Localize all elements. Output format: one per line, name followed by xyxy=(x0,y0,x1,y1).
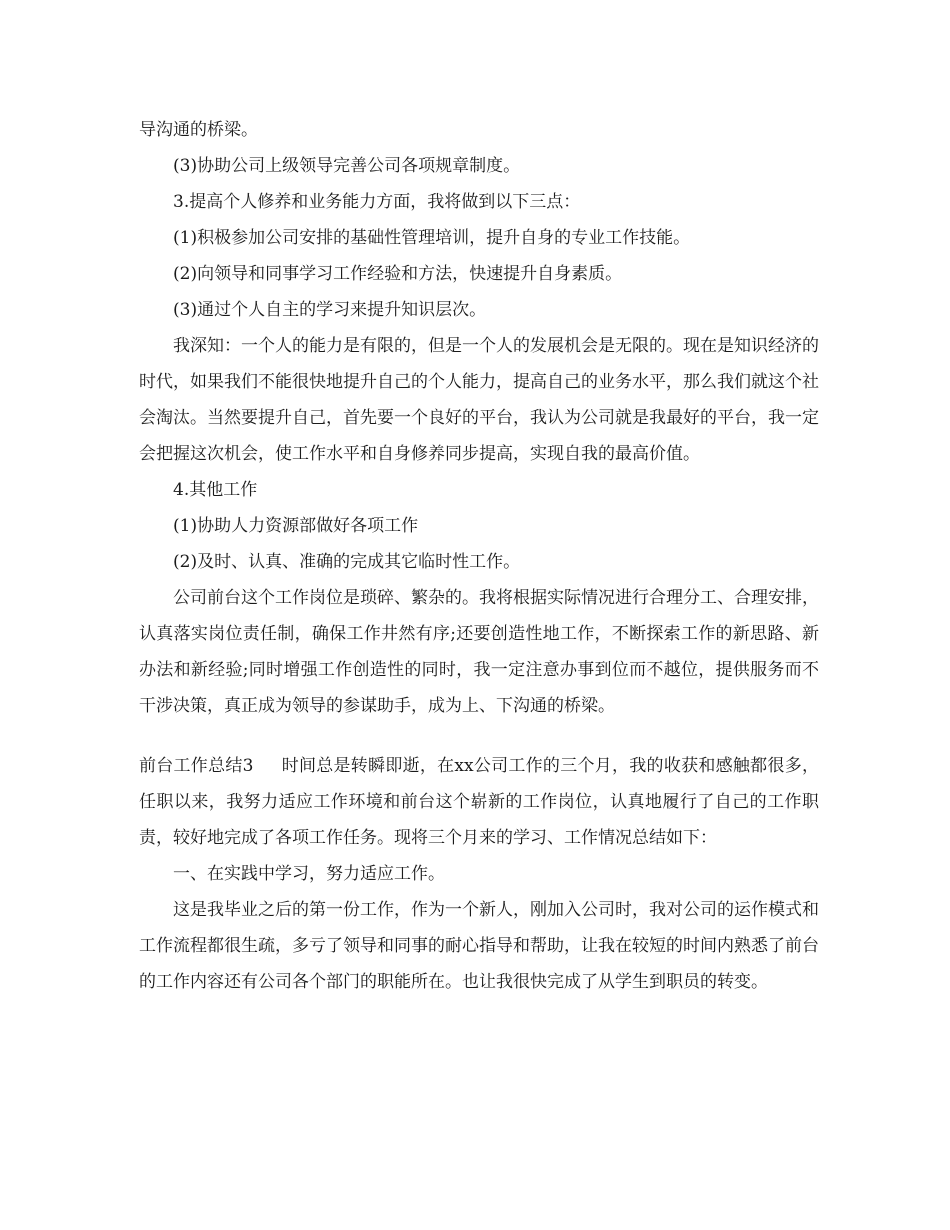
paragraph-front-desk: 公司前台这个工作岗位是琐碎、繁杂的。我将根据实际情况进行合理分工、合理安排，认真落实岗位责任制，确保工作井然有序;还要创造性地工作，不断探索工作的新思路、新办法和新经验;同时增强工作创造性的同时，我一定注意办事到位而不越位，提供服务而不干涉决策，真正成为领导的参谋助手，成为上、下沟通的桥梁。 xyxy=(139,588,819,716)
summary-heading: 前台工作总结3 xyxy=(139,756,254,776)
text-line: 导沟通的桥梁。 xyxy=(139,120,258,140)
text-line: (3)协助公司上级领导完善公司各项规章制度。 xyxy=(173,156,521,176)
document-body-upper xyxy=(139,112,819,724)
text-line: (2)向领导和同事学习工作经验和方法，快速提升自身素质。 xyxy=(173,264,623,284)
text-line: (1)积极参加公司安排的基础性管理培训，提升自身的专业工作技能。 xyxy=(173,228,691,248)
paragraph-first-job: 这是我毕业之后的第一份工作，作为一个新人，刚加入公司时，我对公司的运作模式和工作流程都很生疏，多亏了领导和同事的耐心指导和帮助，让我在较短的时间内熟悉了前台的工作内容还有公司各个部门的职能所在。也让我很快完成了从学生到职员的转变。 xyxy=(139,900,819,992)
text-line: 3.提高个人修养和业务能力方面，我将做到以下三点： xyxy=(173,192,581,212)
document-body-lower xyxy=(139,748,819,1000)
text-line: (3)通过个人自主的学习来提升知识层次。 xyxy=(173,300,487,320)
paragraph-knowledge: 我深知：一个人的能力是有限的，但是一个人的发展机会是无限的。现在是知识经济的时代，如果我们不能很快地提升自己的个人能力，提高自己的业务水平，那么我们就这个社会淘汰。当然要提升自己，首先要一个良好的平台，我认为公司就是我最好的平台，我一定会把握这次机会，使工作水平和自身修养同步提高，实现自我的最高价值。 xyxy=(139,336,819,464)
summary-intro-paragraph xyxy=(139,748,819,856)
text-line: (1)协助人力资源部做好各项工作 xyxy=(173,516,419,536)
section-title-other-work: 4.其他工作 xyxy=(173,480,258,500)
summary-intro-text: 时间总是转瞬即逝，在xx公司工作的三个月，我的收获和感触都很多，任职以来，我努力适应工作环境和前台这个崭新的工作岗位，认真地履行了自己的工作职责，较好地完成了各项工作任务。现将三个月来的学习、工作情况总结如下： xyxy=(139,756,819,848)
section-title-one: 一、在实践中学习，努力适应工作。 xyxy=(173,864,445,884)
text-line: (2)及时、认真、准确的完成其它临时性工作。 xyxy=(173,552,521,572)
